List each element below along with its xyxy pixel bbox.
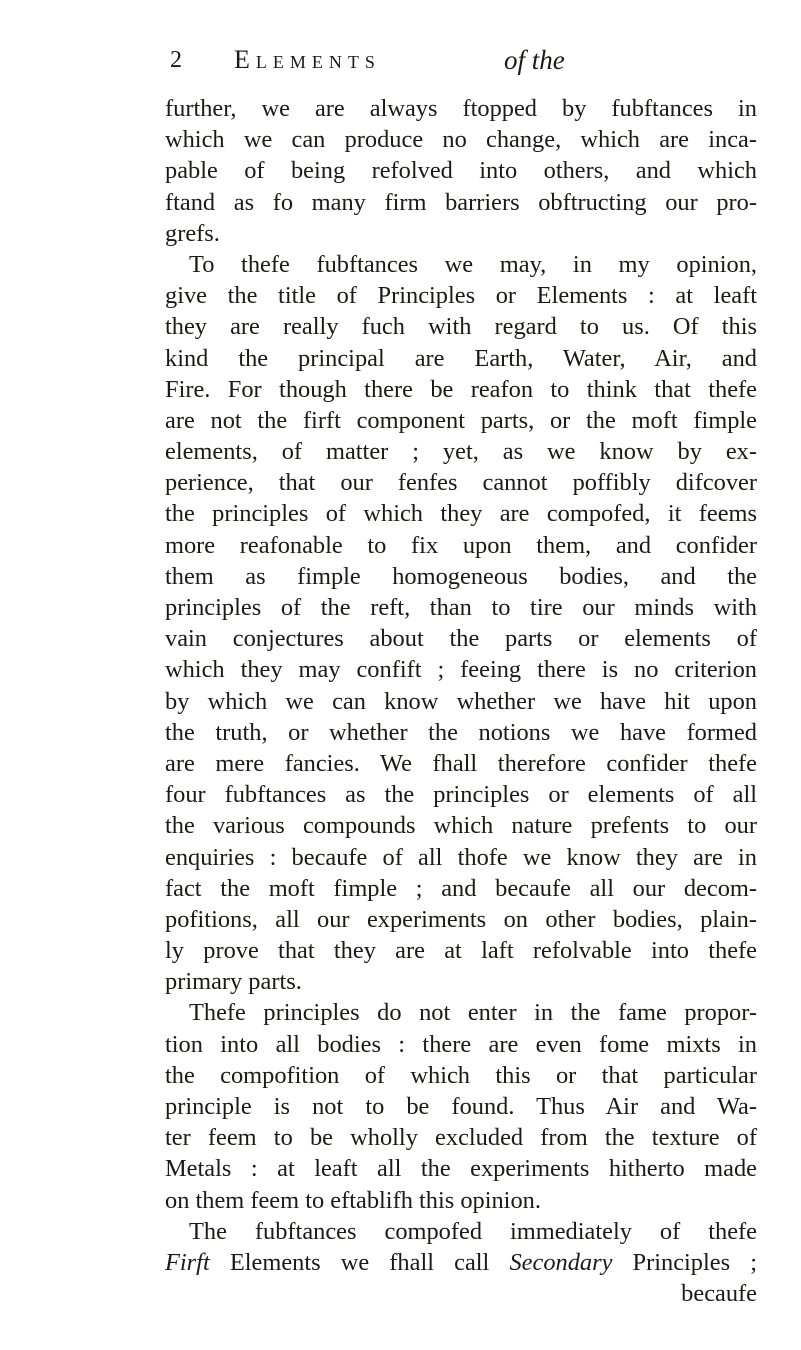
text-line: pable of being refolved into others, and which xyxy=(165,157,757,185)
page-number: 2 xyxy=(170,47,182,73)
text-line: four fubftances as the principles or elements of all xyxy=(165,781,757,809)
text-line: on them feem to eftablifh this opinion. xyxy=(165,1186,541,1214)
text-line: the principles of which they are compofed, it feems xyxy=(165,500,757,528)
text-line: the compofition of which this or that particular xyxy=(165,1061,757,1089)
running-head xyxy=(170,40,730,80)
text-line: they are really fuch with regard to us. Of this xyxy=(165,313,757,341)
text-line: principles of the reft, than to tire our minds with xyxy=(165,594,757,621)
text-line: enquiries : becaufe of all thofe we know they are in xyxy=(165,843,757,871)
text-line: the various compounds which nature prefents to our xyxy=(165,812,757,840)
text-line: by which we can know whether we have hit upon xyxy=(165,687,757,715)
italic-firft: Firft xyxy=(165,1248,210,1276)
text-line: The fubftances compofed immediately of thefe xyxy=(189,1217,757,1245)
body-text xyxy=(165,93,757,1309)
text-segment: Elements we fhall call xyxy=(209,1248,510,1276)
text-line: principle is not to be found. Thus Air and Wa- xyxy=(165,1093,757,1120)
running-title-italic: of the xyxy=(504,45,565,75)
text-line: grefs. xyxy=(165,219,220,247)
text-line: are not the firft component parts, or the moft fimple xyxy=(165,406,757,434)
text-line-final xyxy=(165,1247,757,1278)
text-line: elements, of matter ; yet, as we know by ex- xyxy=(165,438,757,466)
text-line: vain conjectures about the parts or elements of xyxy=(165,625,757,653)
text-line: give the title of Principles or Elements : at leaft xyxy=(165,282,757,310)
text-line: ter feem to be wholly excluded from the texture of xyxy=(165,1124,757,1152)
text-line: Thefe principles do not enter in the fame propor- xyxy=(189,999,757,1027)
text-line: further, we are always ftopped by fubftances in xyxy=(165,95,757,122)
text-line: the truth, or whether the notions we have formed xyxy=(165,718,757,746)
text-line: are mere fancies. We fhall therefore confider thefe xyxy=(165,749,757,777)
text-segment: Principles ; xyxy=(612,1248,757,1276)
text-line: tion into all bodies : there are even fome mixts in xyxy=(165,1030,757,1058)
text-line: ftand as fo many firm barriers obftructing our pro- xyxy=(165,188,757,216)
text-line: which we can produce no change, which are inca- xyxy=(165,126,757,154)
running-title-caps: Elements xyxy=(234,45,381,74)
text-line: fact the moft fimple ; and becaufe all our decom- xyxy=(165,874,757,902)
text-line: Metals : at leaft all the experiments hitherto made xyxy=(165,1155,757,1183)
text-line: Fire. For though there be reafon to think that thefe xyxy=(165,375,757,403)
text-line: kind the principal are Earth, Water, Air, and xyxy=(165,344,757,372)
text-line: perience, that our fenfes cannot poffibly difcover xyxy=(165,469,757,497)
text-line: ly prove that they are at laft refolvable into thefe xyxy=(165,937,757,965)
text-line: them as fimple homogeneous bodies, and the xyxy=(165,562,757,590)
catchword: becaufe xyxy=(681,1280,757,1308)
text-line: more reafonable to fix upon them, and confider xyxy=(165,531,757,559)
text-line: To thefe fubftances we may, in my opinion, xyxy=(189,250,757,278)
italic-secondary: Secondary xyxy=(509,1248,613,1276)
text-line: which they may confift ; feeing there is no criterion xyxy=(165,656,757,684)
text-line: pofitions, all our experiments on other bodies, plain- xyxy=(165,905,757,933)
text-line: primary parts. xyxy=(165,968,302,996)
